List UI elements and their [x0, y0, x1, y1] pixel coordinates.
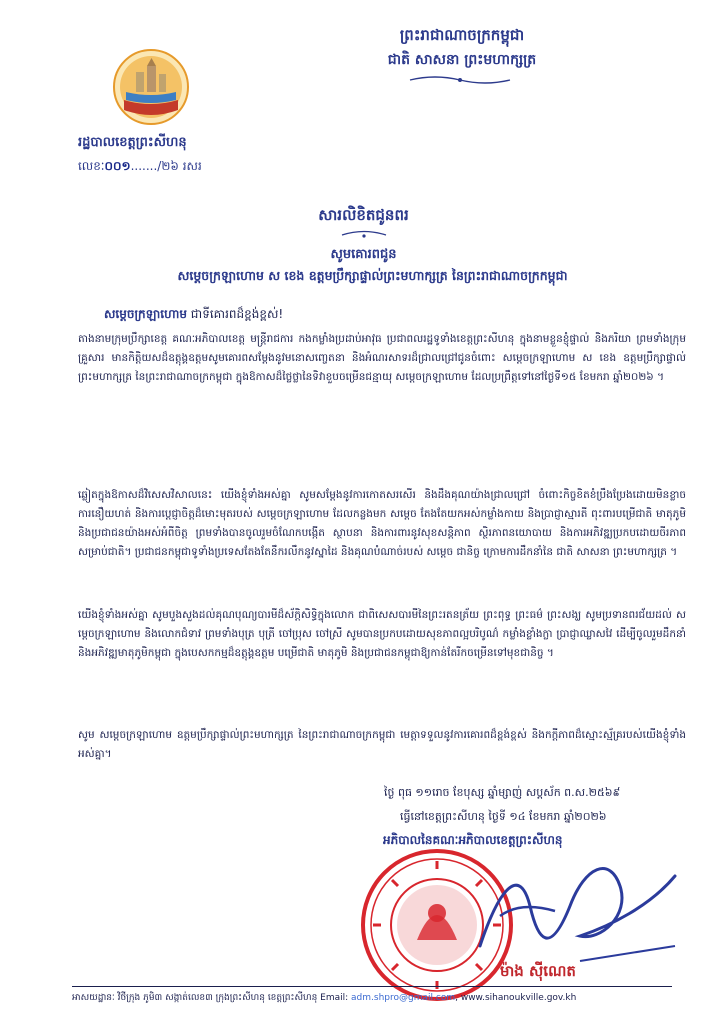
footer-address: អាសយដ្ឋានៈ វិថីក្រុង ភូមិ៣ សង្កាត់លេខ៣ ក្រុងព្រះសីហនុ ខេត្តព្រះសីហនុ Email: — [72, 993, 349, 1003]
lunar-date: ថ្ងៃ ពុធ ១១រោច ខែបុស្ស ឆ្នាំម្សាញ់ សប្តស័ក ព.ស.២៥៦៩ — [384, 786, 621, 799]
ref-suffix: ......./២៦ រសរ — [130, 159, 202, 173]
ref-number: ០០១ — [104, 159, 131, 173]
footer-email[interactable]: adm.shpro@gmail.com — [351, 993, 456, 1003]
reference-number — [78, 158, 202, 176]
national-motto: ជាតិ សាសនា ព្រះមហាក្សត្រ — [387, 52, 537, 68]
paragraph-4: សូម សម្តេចក្រឡាហោម ឧត្តមប្រឹក្សាផ្ទាល់ព្រះមហាក្សត្រ នៃព្រះរាជាណាចក្រកម្ពុជា មេត្តាទទួលនូវការគោរពដ៏ខ្ពង់ខ្ពស់ និងកក្តីភាពដ៏ស្មោះស្ម័គ្ររបស់យើងខ្ញុំទាំងអស់គ្នា។ — [78, 729, 686, 760]
salutation-name: សម្តេចក្រឡាហោម — [104, 307, 187, 321]
salutation — [104, 306, 283, 324]
signatory-name: ម៉ាង ស៊ីណេត — [500, 962, 576, 980]
title-ornament — [334, 230, 394, 240]
provincial-administration: រដ្ឋបាលខេត្តព្រះសីហនុ — [78, 135, 187, 150]
footer-contact — [72, 992, 682, 1005]
document-title: សារលិខិតជូនពរ — [318, 206, 409, 224]
paragraph-1: តាងនាមក្រុមប្រឹក្សាខេត្ត គណៈអភិបាលខេត្ត មន្ត្រីរាជការ កងកម្លាំងប្រដាប់អាវុធ ប្រជាពលរដ្ឋទូទាំងខេត្តព្រះសីហនុ ក្នុងនាមខ្លួនខ្ញុំផ្ទាល់ និងភរិយា ព្រមទាំងក្រុមគ្រួសារ មានកិត្តិយសដ៏ឧត្តុង្គឧត្តមសូមគោរពសម្តែងនូវមនោសញ្ចេតនា និងអំណរសាទរដ៏ជ្រាលជ្រៅជូនចំពោះ សម្តេចក្រឡាហោម ស ខេង ឧត្តមប្រឹក្សាផ្ទាល់ព្រះមហាក្សត្រ នៃព្រះរាជាណាចក្រកម្ពុជា ក្នុងឱកាសដ៏ថ្លៃថ្លានៃទិវាខួបចម្រើនជន្មាយុ សម្តេចក្រឡាហោម ដែលប្រព្រឹត្តទៅនៅថ្ងៃទី១៥ ខែមករា ឆ្នាំ២០២៦ ។ — [78, 333, 686, 383]
kingdom-heading: ព្រះរាជាណាចក្រកម្ពុជា — [399, 26, 525, 44]
province-logo — [112, 48, 190, 126]
paragraph-3: យើងខ្ញុំទាំងអស់គ្នា សូមបួងសួងដល់គុណបុណ្យបារមីដ៏ស័ក្តិសិទ្ធិក្នុងលោក ជាពិសេសបារមីនៃព្រះរតនត្រ័យ ព្រះពុទ្ធ ព្រះធម៌ ព្រះសង្ឃ សូមប្រទានពរជ័យដល់ សម្តេចក្រឡាហោម និងលោកជំទាវ ព្រមទាំងបុត្រ បុត្រី ចៅប្រុស ចៅស្រី សូមបានប្រកបដោយសុខភាពល្អបរិបូណ៌ កម្លាំងខ្លាំងក្លា ប្រាជ្ញាឈ្លាសវៃ ដើម្បីចូលរួមដឹកនាំ និងអភិវឌ្ឍមាតុភូមិកម្ពុជា ក្នុងបេសកកម្មដ៏ឧត្តុង្គឧត្តម បម្រើជាតិ មាតុភូមិ និងប្រជាជនកម្ពុជាឱ្យកាន់តែរីកចម្រើនទៅមុខជានិច្ច ។ — [78, 609, 686, 659]
signatory-title: អភិបាលនៃគណៈអភិបាលខេត្តព្រះសីហនុ — [383, 833, 563, 847]
handwritten-signature — [460, 846, 690, 976]
footer-website[interactable]: , www.sihanoukville.gov.kh — [455, 993, 577, 1003]
salutation-text: ជាទីគោរពដ៏ខ្ពង់ខ្ពស់! — [190, 307, 284, 321]
footer-divider — [72, 986, 672, 987]
recipient-line: សម្តេចក្រឡាហោម ស ខេង ឧត្តមប្រឹក្សាផ្ទាល់ព្រះមហាក្សត្រ នៃព្រះរាជាណាចក្រកម្ពុជា — [177, 268, 568, 283]
paragraph-2: ឆ្លៀតក្នុងឱកាសដ៏វិសេសវិសាលនេះ យើងខ្ញុំទាំងអស់គ្នា សូមសម្តែងនូវការកោតសរសើរ និងដឹងគុណយ៉ាងជ្រាលជ្រៅ ចំពោះកិច្ចខិតខំប្រឹងប្រែងដោយមិនខ្លាចការនឿយហត់ និងការប្តេជ្ញាចិត្តដ៏មោះមុតរបស់ សម្តេចក្រឡាហោម ដែលកន្លងមក សម្តេច តែងតែយកអស់កម្លាំងកាយ និងប្រាជ្ញាស្មារតី ពុះពារបម្រើជាតិ មាតុភូមិ និងប្រជាជនយ៉ាងអស់អំពីចិត្ត ព្រមទាំងបានចូលរួមចំណែកបង្កើត ស្ថាបនា និងការពារនូវសុខសន្តិភាព ស្ថិរភាពនយោបាយ និងការអភិវឌ្ឍប្រកបដោយចីរភាព សម្រាប់ជាតិ។ ប្រជាជនកម្ពុជាទូទាំងប្រទេសតែងតែនឹករលឹកនូវស្នាដៃ និងគុណបំណាច់របស់ សម្តេច ជានិច្ច ក្រោមការដឹកនាំនៃ ជាតិ សាសនា ព្រះមហាក្សត្រ ។ — [78, 489, 686, 558]
respect-line: សូមគោរពជូន — [330, 247, 397, 262]
solar-date: ធ្វើនៅខេត្តព្រះសីហនុ ថ្ងៃទី ១៤ ខែមករា ឆ្នាំ២០២៦ — [400, 810, 607, 823]
tacteing-ornament — [340, 74, 580, 86]
ref-label: លេខៈ — [78, 159, 105, 173]
